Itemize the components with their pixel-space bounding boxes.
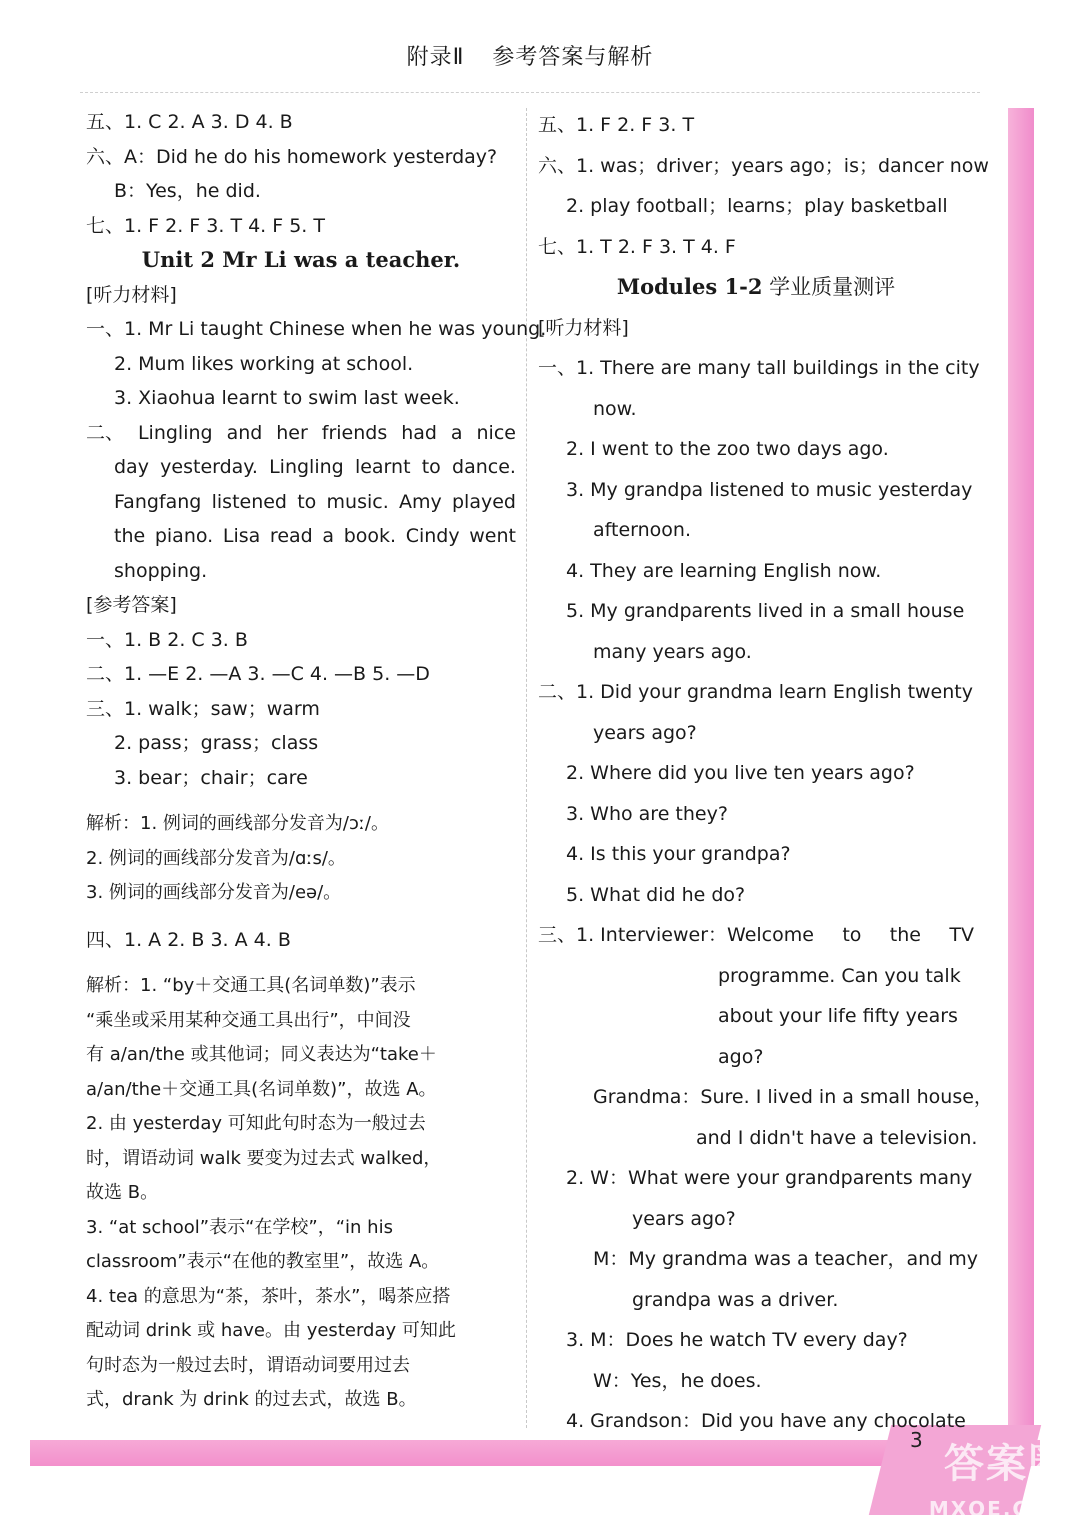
word: went	[469, 525, 516, 547]
word: read	[269, 525, 313, 547]
pink-side-band	[1008, 108, 1034, 1458]
answer-line: 5. What did he do?	[566, 883, 746, 906]
explanation-line: 句时态为一般过去时，谓语动词要用过去	[86, 1354, 410, 1376]
watermark-url: MXQE.COM	[928, 1497, 1070, 1521]
module-title-en: Modules 1-2	[616, 274, 763, 299]
page-header	[0, 40, 1060, 71]
explanation-line: “乘坐或采用某种交通工具出行”，中间没	[86, 1009, 411, 1031]
word: the	[889, 924, 921, 946]
appendix-label: 附录Ⅱ	[406, 45, 465, 70]
answer-line: 三、1. walk；saw；warm	[86, 697, 320, 720]
answer-line: 3. bear；chair；care	[114, 766, 308, 789]
dialogue-line: about your life fifty years	[718, 1005, 958, 1027]
answer-line: 七、1. T 2. F 3. T 4. F	[538, 235, 736, 258]
answer-line: B：Yes，he did.	[114, 180, 261, 202]
module-title	[538, 267, 974, 308]
answer-line: many years ago.	[593, 640, 752, 663]
dialogue-line: Grandma：Sure. I lived in a small house，	[593, 1086, 993, 1108]
word: to	[842, 924, 862, 946]
word: and	[226, 421, 263, 444]
answer-line: 5. My grandparents lived in a small house	[566, 600, 965, 622]
dialogue-line: grandpa was a driver.	[632, 1288, 839, 1311]
dialogue-line: programme. Can you talk	[718, 964, 961, 987]
section-label: [听力材料]	[86, 283, 177, 306]
passage-line	[86, 485, 516, 520]
explanation-line: 时，谓语动词 walk 要变为过去式 walked，	[86, 1147, 442, 1169]
word: 二、	[86, 421, 125, 444]
answer-line: 2. Mum likes working at school.	[114, 352, 414, 375]
module-title-cn: 学业质量测评	[769, 275, 896, 299]
word: a	[450, 421, 463, 444]
spacer	[86, 795, 516, 807]
watermark	[920, 1432, 1070, 1521]
word: day	[114, 456, 149, 478]
answer-line: 一、1. There are many tall buildings in the city	[538, 357, 980, 379]
dialogue-line: 4. Grandson：Did you have any chocolate	[566, 1410, 966, 1432]
dialogue-line: ago?	[718, 1045, 764, 1068]
word: a	[322, 525, 335, 547]
explanation-line: 3. 例词的画线部分发音为/eə/。	[86, 882, 342, 903]
word: dance.	[452, 456, 516, 478]
answer-line: 2. pass；grass；class	[114, 732, 319, 754]
dialogue-line: and I didn't have a television.	[696, 1126, 978, 1149]
answer-line: 2. Where did you live ten years ago?	[566, 762, 915, 784]
left-column	[86, 105, 547, 1418]
explanation-line: 式，drank 为 drink 的过去式，故选 B。	[86, 1389, 417, 1410]
answer-line: 4. They are learning English now.	[566, 559, 882, 582]
dialogue-line: W：Yes，he does.	[593, 1369, 762, 1392]
word: friends	[321, 421, 388, 444]
answer-line: 五、1. C 2. A 3. D 4. B	[86, 111, 293, 133]
header-rule	[80, 92, 980, 93]
word: Fangfang	[114, 490, 202, 513]
answer-line: 4. Is this your grandpa?	[566, 843, 791, 865]
word: learnt	[354, 456, 411, 478]
explanation-line: 解析：1. 例词的画线部分发音为/ɔː/。	[86, 813, 389, 834]
answer-line: 四、1. A 2. B 3. A 4. B	[86, 928, 291, 951]
header-title: 参考答案与解析	[492, 45, 654, 70]
answer-line: 五、1. F 2. F 3. T	[538, 114, 695, 136]
explanation-line: 4. tea 的意思为“茶，茶叶，茶水”，喝茶应搭	[86, 1285, 451, 1307]
answer-line: 3. Xiaohua learnt to swim last week.	[114, 387, 460, 409]
word: nice	[476, 421, 516, 444]
explanation-line: classroom”表示“在他的教室里”，故选 A。	[86, 1251, 440, 1272]
word: played	[451, 490, 516, 513]
word: TV	[949, 924, 974, 946]
dialogue-line: M：My grandma was a teacher，and my	[593, 1248, 978, 1270]
answer-line: 2. play football；learns；play basketball	[566, 195, 948, 217]
explanation-line: a/an/the＋交通工具(名词单数)”，故选 A。	[86, 1078, 437, 1100]
answer-line: 六、A：Did he do his homework yesterday?	[86, 145, 498, 168]
dialogue-line: 2. W：What were your grandparents many	[566, 1167, 973, 1189]
section-label: [参考答案]	[86, 594, 177, 616]
answer-line: 2. I went to the zoo two days ago.	[566, 438, 889, 460]
answer-line: 一、1. Mr Li taught Chinese when he was young.	[86, 318, 547, 340]
section-label: [听力材料]	[538, 316, 629, 339]
column-divider	[526, 108, 527, 1428]
answer-line: years ago?	[593, 721, 697, 744]
explanation-line: 故选 B。	[86, 1182, 159, 1203]
right-column	[538, 105, 993, 1442]
explanation-line: 2. 由 yesterday 可知此句时态为一般过去	[86, 1113, 426, 1134]
explanation-line: 2. 例词的画线部分发音为/ɑːs/。	[86, 847, 346, 869]
explanation-line: 有 a/an/the 或其他词；同义表达为“take＋	[86, 1044, 437, 1065]
passage-line	[86, 519, 516, 554]
answer-line: 六、1. was；driver；years ago；is；dancer now	[538, 154, 989, 177]
page-number: 3	[910, 1428, 923, 1452]
watermark-logo-text: 答案圈	[944, 1441, 1070, 1487]
word: Amy	[399, 490, 442, 513]
word: book.	[343, 525, 397, 547]
word: piano.	[154, 525, 214, 547]
dialogue-line: years ago?	[632, 1207, 736, 1230]
answer-line: 二、1. —E 2. —A 3. —C 4. —B 5. —D	[86, 663, 430, 685]
answer-line: 一、1. B 2. C 3. B	[86, 628, 248, 651]
word: Lisa	[222, 525, 261, 547]
word: Cindy	[405, 525, 460, 547]
answer-line: now.	[593, 397, 637, 420]
explanation-line: 配动词 drink 或 have。由 yesterday 可知此	[86, 1320, 456, 1341]
explanation-line: 解析：1. “by＋交通工具(名词单数)”表示	[86, 975, 416, 996]
passage-line	[86, 450, 516, 485]
word: to	[297, 490, 317, 513]
word: yesterday.	[160, 456, 258, 478]
answer-line: 3. My grandpa listened to music yesterday	[566, 478, 973, 501]
word: music.	[326, 490, 389, 513]
word: the	[114, 525, 146, 547]
spacer	[86, 957, 516, 969]
answer-line: 七、1. F 2. F 3. T 4. F 5. T	[86, 214, 325, 237]
passage-line: shopping.	[114, 559, 208, 582]
word: her	[276, 421, 308, 444]
answer-line: 二、1. Did your grandma learn English twenty	[538, 681, 973, 703]
explanation-line: 3. “at school”表示“在学校”，“in his	[86, 1216, 393, 1238]
unit-title: Unit 2 Mr Li was a teacher.	[141, 247, 461, 272]
spacer	[86, 911, 516, 923]
dialogue-line	[538, 915, 974, 956]
word: Lingling	[269, 456, 344, 478]
word: 三、1. Interviewer：Welcome	[538, 924, 814, 946]
answer-line: afternoon.	[593, 519, 691, 541]
word: Lingling	[137, 421, 213, 444]
passage-line	[86, 416, 516, 451]
dialogue-line: 3. M：Does he watch TV every day?	[566, 1329, 908, 1351]
word: listened	[211, 490, 287, 513]
word: had	[401, 421, 437, 444]
word: to	[421, 456, 441, 478]
answer-line: 3. Who are they?	[566, 802, 728, 825]
